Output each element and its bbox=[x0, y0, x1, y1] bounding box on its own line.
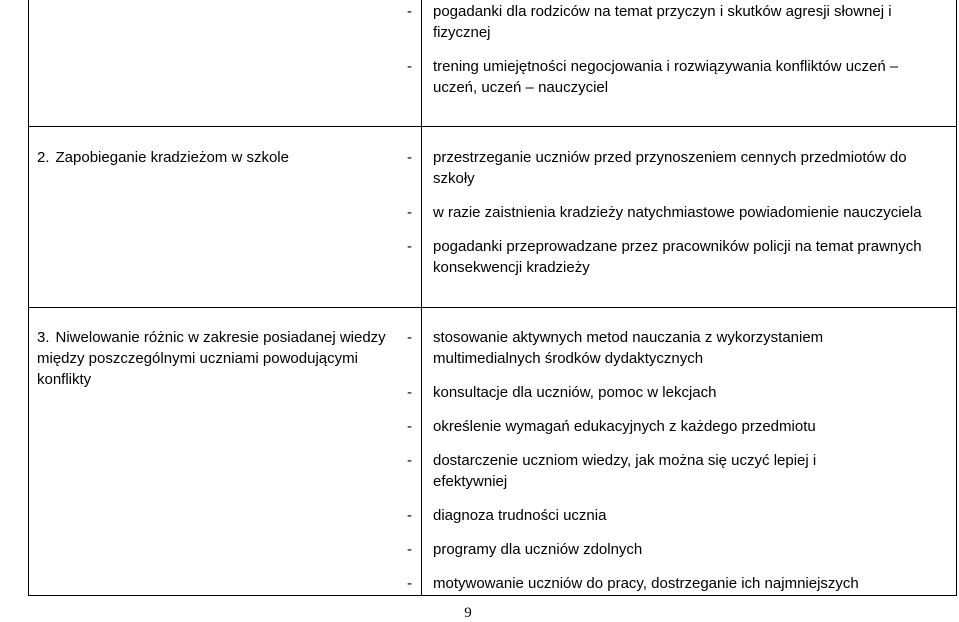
list-item: - trening umiejętności negocjowania i rozwiązywania konfliktów uczeń – uczeń, uczeń – nauczyciel bbox=[407, 58, 899, 96]
list-item: - stosowanie aktywnych metod nauczania z wykorzystaniem multimedialnych środków dydaktycznych bbox=[407, 329, 824, 367]
row-divider bbox=[29, 126, 956, 127]
item-text: stosowanie aktywnych metod nauczania z wykorzystaniem multimedialnych środków dydaktycznych bbox=[433, 329, 824, 367]
list-item: - pogadanki dla rodziców na temat przyczyn i skutków agresji słownej i fizycznej bbox=[407, 3, 892, 41]
item-text: przestrzeganie uczniów przed przynoszeniem cennych przedmiotów do szkoły bbox=[433, 149, 907, 187]
item-text: pogadanki przeprowadzane przez pracowników policji na temat prawnych konsekwencji kradzieży bbox=[433, 238, 922, 276]
row-number: 3. bbox=[37, 329, 50, 346]
row-title: Niwelowanie różnic w zakresie posiadanej wiedzy między poszczególnymi uczniami powodującymi konflikty bbox=[37, 329, 386, 388]
row2-actions bbox=[401, 147, 951, 291]
list-item: - pogadanki przeprowadzane przez pracowników policji na temat prawnych konsekwencji kradzieży bbox=[407, 238, 922, 276]
row-title: Zapobieganie kradzieżom w szkole bbox=[55, 149, 289, 166]
item-text: określenie wymagań edukacyjnych z każdego przedmiotu bbox=[433, 418, 816, 435]
item-text: konsultacje dla uczniów, pomoc w lekcjach bbox=[433, 384, 717, 401]
list-item: - w razie zaistnienia kradzieży natychmiastowe powiadomienie nauczyciela bbox=[407, 204, 922, 221]
row2-title bbox=[37, 147, 405, 168]
item-text: programy dla uczniów zdolnych bbox=[433, 541, 643, 558]
item-text: pogadanki dla rodziców na temat przyczyn i skutków agresji słownej i fizycznej bbox=[433, 3, 892, 41]
item-text: diagnoza trudności ucznia bbox=[433, 507, 607, 524]
content-table bbox=[28, 0, 957, 596]
list-item: - motywowanie uczniów do pracy, dostrzeganie ich najmniejszych bbox=[407, 575, 859, 592]
row3-actions bbox=[401, 327, 951, 607]
item-text: w razie zaistnienia kradzieży natychmiastowe powiadomienie nauczyciela bbox=[433, 204, 922, 221]
row1-actions bbox=[401, 1, 931, 111]
row-divider bbox=[29, 307, 956, 308]
page-number: 9 bbox=[464, 605, 472, 621]
row-number: 2. bbox=[37, 149, 50, 166]
list-item: - diagnoza trudności ucznia bbox=[407, 507, 607, 524]
list-item: - przestrzeganie uczniów przed przynoszeniem cennych przedmiotów do szkoły bbox=[407, 149, 907, 187]
item-text: dostarczenie uczniom wiedzy, jak można się uczyć lepiej i efektywniej bbox=[433, 452, 817, 490]
list-item: - określenie wymagań edukacyjnych z każdego przedmiotu bbox=[407, 418, 816, 435]
list-item: - programy dla uczniów zdolnych bbox=[407, 541, 643, 558]
item-text: trening umiejętności negocjowania i rozwiązywania konfliktów uczeń – uczeń, uczeń – nauczyciel bbox=[433, 58, 899, 96]
list-item: - konsultacje dla uczniów, pomoc w lekcjach bbox=[407, 384, 717, 401]
list-item: - dostarczenie uczniom wiedzy, jak można się uczyć lepiej i efektywniej bbox=[407, 452, 817, 490]
item-text: motywowanie uczniów do pracy, dostrzeganie ich najmniejszych bbox=[433, 575, 859, 592]
row3-title bbox=[37, 327, 405, 390]
